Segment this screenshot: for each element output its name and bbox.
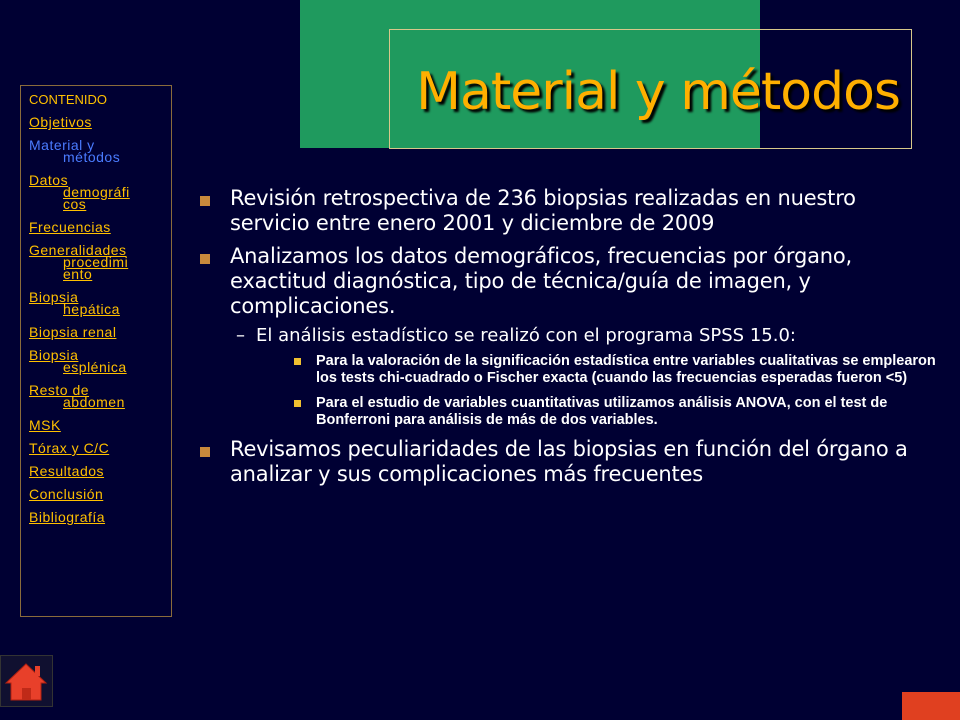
nav-item-bibliografia[interactable]: Bibliografía	[29, 509, 106, 525]
nav-item-material-metodos[interactable]: Material y métodos	[29, 137, 121, 165]
subbullet-spss: – El análisis estadístico se realizó con el programa SPSS 15.0:	[196, 325, 936, 347]
bullet-analizamos: Analizamos los datos demográficos, frecuencias por órgano, exactitud diagnóstica, tipo de técnica/guía de imagen, y complicaciones.	[196, 244, 936, 319]
subsubbullet-cualitativas: Para la valoración de la significación estadística entre variables cualitativas se emplearon los tests chi-cuadrado o Fischer exacta (cuando las frecuencias esperadas fueron <5)	[196, 353, 936, 387]
slide-body	[196, 186, 936, 495]
bullet-peculiaridades: Revisamos peculiaridades de las biopsias en función del órgano a analizar y sus complicaciones más frecuentes	[196, 437, 936, 487]
subsubbullet-cuantitativas: Para el estudio de variables cuantitativas utilizamos análisis ANOVA, con el test de Bonferroni para análisis de más de dos variables.	[196, 395, 936, 429]
nav-item-msk[interactable]: MSK	[29, 417, 61, 433]
nav-item-resultados[interactable]: Resultados	[29, 463, 105, 479]
nav-item-generalidades[interactable]: Generalidades procedimi ento	[29, 242, 129, 282]
home-button[interactable]	[0, 655, 53, 707]
nav-item-torax[interactable]: Tórax y C/C	[29, 440, 110, 456]
nav-item-datos-demograficos[interactable]: Datos demográfi cos	[29, 172, 130, 212]
next-slide-button[interactable]	[902, 692, 960, 720]
nav-item-resto-abdomen[interactable]: Resto de abdomen	[29, 382, 125, 410]
nav-header: CONTENIDO	[29, 92, 107, 107]
nav-item-biopsia-hepatica[interactable]: Biopsia hepática	[29, 289, 120, 317]
nav-item-conclusion[interactable]: Conclusión	[29, 486, 104, 502]
bullet-revision: Revisión retrospectiva de 236 biopsias realizadas en nuestro servicio entre enero 2001 y diciembre de 2009	[196, 186, 936, 236]
nav-item-biopsia-esplenica[interactable]: Biopsia esplénica	[29, 347, 127, 375]
contents-nav	[20, 85, 172, 617]
nav-item-frecuencias[interactable]: Frecuencias	[29, 219, 111, 235]
slide-title: Material y métodos	[416, 62, 900, 122]
nav-item-biopsia-renal[interactable]: Biopsia renal	[29, 324, 117, 340]
home-icon	[1, 656, 52, 706]
nav-item-objetivos[interactable]: Objetivos	[29, 114, 92, 130]
